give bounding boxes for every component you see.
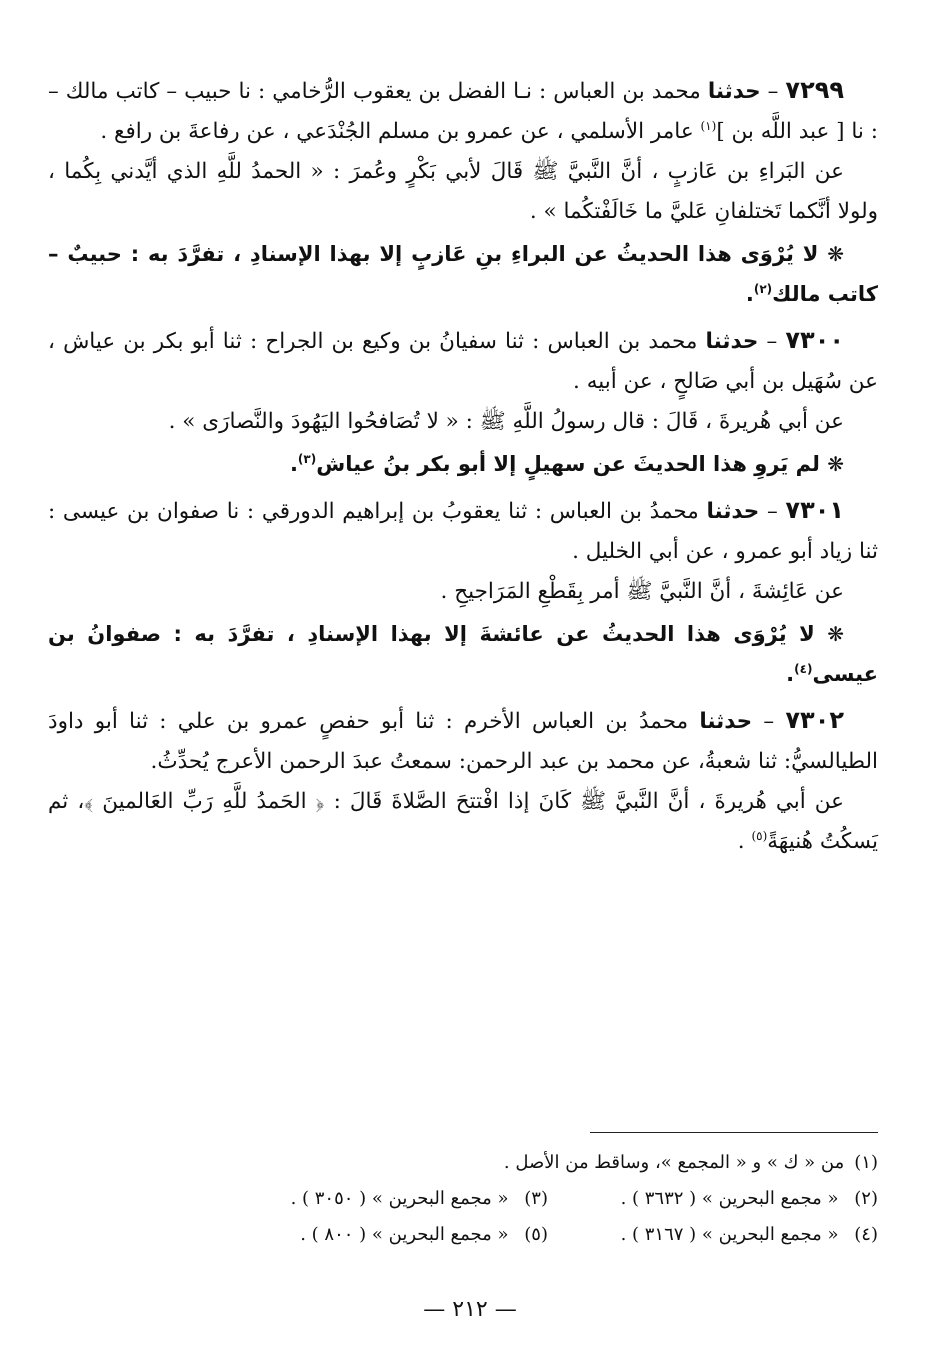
footnote-item [548, 1181, 878, 1217]
footnote-row [48, 1217, 878, 1253]
isnad-paragraph [48, 490, 878, 572]
haddathana-word: حدثنا [707, 79, 761, 104]
hadith-number: ٧٣٠٠ [785, 326, 844, 354]
footnote-item [548, 1217, 878, 1253]
footnote-item [218, 1217, 548, 1253]
footnote-ref: (٥) [751, 828, 768, 843]
matn-paragraph: عن أبي هُريرةَ ، قَالَ : قال رسولُ اللَّهِ ﷺ : « لا تُصَافحُوا اليَهُودَ والنَّصارَى » . [168, 409, 844, 434]
hadith-entry-7300 [48, 320, 878, 484]
asterisk-marker: ❋ [827, 242, 844, 266]
dash: – [758, 329, 786, 354]
footnote-row [48, 1145, 878, 1181]
hadith-entry-7299 [48, 70, 878, 314]
asterisk-marker: ❋ [827, 452, 844, 476]
matn-end: . [737, 829, 752, 854]
takhrij-note [48, 444, 878, 484]
asterisk-marker: ❋ [827, 622, 844, 646]
haddathana-word: حدثنا [705, 329, 759, 354]
note-end: . [786, 662, 795, 686]
hadith-number: ٧٣٠١ [785, 496, 845, 524]
note-text: لا يُرْوَى هذا الحديثُ عن عائشةَ إلا بهذا الإسنادِ ، تفرَّدَ به : صفوانُ بن عيسى [48, 622, 878, 686]
footnote-text: « مجمع البحرين » ( ٨٠٠ ) . [300, 1224, 509, 1245]
footnote-mark: (٣) [524, 1188, 548, 1209]
footnote-text: من « ك » و « المجمع »، وساقط من الأصل . [503, 1152, 845, 1173]
footnote-mark: (٢) [854, 1188, 878, 1209]
note-text: لا يُرْوَى هذا الحديثُ عن البراءِ بنِ عَازبٍ إلا بهذا الإسنادِ ، تفرَّدَ به : حبيبٌ – كاتب مالك [48, 242, 878, 306]
isnad-paragraph [48, 320, 878, 402]
isnad-text-rest: عامر الأسلمي ، عن عمرو بن مسلم الجُنْدَعي ، عن رفاعةَ بن رافع . [100, 119, 701, 144]
hadith-number: ٧٣٠٢ [785, 706, 844, 734]
takhrij-note [48, 234, 878, 314]
footnote-ref: (٢) [753, 282, 773, 296]
isnad-paragraph [48, 70, 878, 152]
note-text: لم يَروِ هذا الحديثَ عن سهيلٍ إلا أبو بكر بنُ عياش [316, 452, 820, 476]
matn-paragraph: عن البَراءِ بن عَازبٍ ، أنَّ النَّبيَّ ﷺ قَالَ لأبي بَكْرٍ وعُمرَ : « الحمدُ للَّهِ الذي أيَّدني بِكُما ، ولولا أنَّكما تَختلفانِ عَليَّ ما خَالَفْتكُما » . [48, 159, 878, 224]
page-number: — ٢١٢ — [423, 1297, 517, 1322]
footnote-text: « مجمع البحرين » ( ٣١٦٧ ) . [620, 1224, 839, 1245]
footnote-divider [590, 1132, 878, 1133]
hadith-entry-7302 [48, 700, 878, 862]
takhrij-note [48, 614, 878, 694]
hadith-entry-7301 [48, 490, 878, 694]
isnad-text: محمدُ بن العباس : ثنا يعقوبُ بن إبراهيم الدورقي : نا صفوان بن عيسى : ثنا زياد أبو عمرو ، عن أبي الخليل . [48, 499, 878, 564]
isnad-text: محمد بن العباس : نـا الفضل بن يعقوب الرُّخامي : نا حبيب – كاتب مالك – : نا [ عبد اللَّه بن ] [48, 79, 878, 144]
dash: – [752, 709, 786, 734]
dash: – [760, 79, 786, 104]
matn-paragraph: عن عَائِشةَ ، أنَّ النَّبيَّ ﷺ أمر بِقَطْعِ المَرَاجيحِ . [440, 579, 844, 604]
isnad-paragraph [48, 700, 878, 782]
dash: – [759, 499, 786, 524]
footnote-text: « مجمع البحرين » ( ٣٠٥٠ ) . [290, 1188, 509, 1209]
matn-text: عن أبي هُريرةَ ، أنَّ النَّبيَّ ﷺ كَانَ إذا افْتتحَ الصَّلاةَ قَالَ : ﴿ الحَمدُ للَّهِ رَبِّ العَالمينَ ﴾، ثم يَسكُتُ هُنيهَةً [48, 789, 878, 854]
footnote-ref: (٤) [794, 662, 813, 676]
footnote-row [48, 1181, 878, 1217]
matn-paragraph [48, 782, 878, 862]
page-body [48, 70, 878, 868]
footnote-item [218, 1181, 548, 1217]
footnote-ref: (٣) [297, 452, 317, 466]
isnad-text: محمدُ بن العباس الأخرم : ثنا أبو حفصٍ عمرو بن علي : ثنا أبو داودَ الطيالسيُّ: ثنا شعبةُ، عن محمد بن عبد الرحمن: سمعتُ عبدَ الرحمن الأعرج يُحدِّثُ. [48, 709, 878, 774]
haddathana-word: حدثنا [699, 709, 753, 734]
footnote-ref: (١) [700, 118, 717, 133]
note-end: . [289, 452, 298, 476]
footnote-mark: (١) [854, 1152, 878, 1173]
footnote-mark: (٥) [524, 1224, 548, 1245]
footnote-mark: (٤) [854, 1224, 878, 1245]
note-end: . [745, 282, 754, 306]
hadith-number: ٧٢٩٩ [785, 76, 845, 104]
footnote-text: « مجمع البحرين » ( ٣٦٣٢ ) . [620, 1188, 839, 1209]
isnad-text: محمد بن العباس : ثنا سفيانُ بن وكيع بن الجراح : ثنا أبو بكر بن عياش ، عن سُهَيل بن أبي صَالحٍ ، عن أبيه . [48, 329, 878, 394]
footnotes [48, 1145, 878, 1253]
haddathana-word: حدثنا [706, 499, 760, 524]
